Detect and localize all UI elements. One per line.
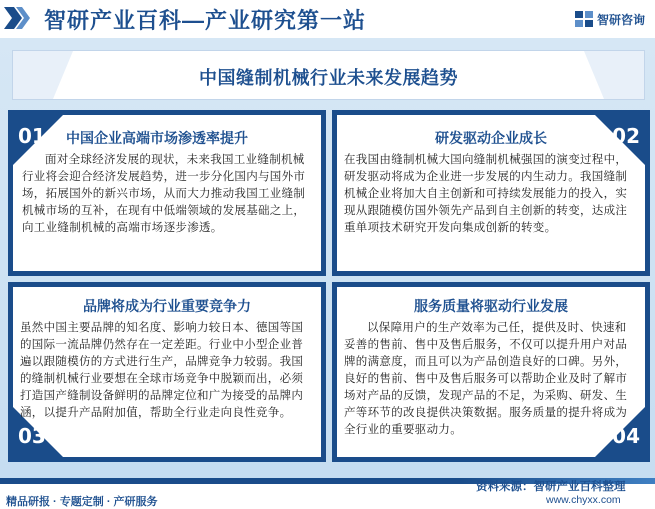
page-title: 中国缝制机械行业未来发展趋势 <box>199 68 458 88</box>
card-number: 02 <box>612 124 640 148</box>
card-number: 01 <box>18 124 46 148</box>
title-banner <box>12 50 645 100</box>
card-title: 研发驱动企业成长 <box>435 130 547 146</box>
header-bar <box>0 0 655 36</box>
card-body: 虽然中国主要品牌的知名度、影响力较日本、德国等国的国际一流品牌仍然存在一定差距。行业中小型企业普遍以跟随模仿的方式进行生产，品牌竞争力较弱。我国的缝制机械行业要想在全球市场竞争中脱颖而出，必须打造国产缝制设备鲜明的品牌定位和广为接受的品牌内涵，以提升产品附加值，帮助全行业走向良性竞争。 <box>20 322 304 419</box>
stripe-deco-icon <box>4 7 32 29</box>
trend-card-03 <box>8 282 326 462</box>
brand[interactable] <box>575 10 645 28</box>
trend-card-02 <box>332 110 650 276</box>
card-body: 以保障用户的生产效率为己任，提供及时、快速和妥善的售前、售中及售后服务，不仅可以提升用户对品牌的满意度，而且可以为产品创造良好的口碑。另外，良好的售前、售中及售后服务可以帮助企业及时了解市场对产品的反馈，发现产品的不足，为采购、研发、生产等环节的改良提供决策数据。服务质量的提升将成为全行业的重要驱动力。 <box>344 322 628 436</box>
source-note: 资料来源：智研产业百科整理 <box>476 481 626 493</box>
brand-name: 智研咨询 <box>596 12 645 27</box>
card-number: 04 <box>612 424 640 448</box>
site-title: 智研产业百科—产业研究第一站 <box>44 8 367 33</box>
zhiyan-logo-icon <box>575 11 593 27</box>
trend-card-04 <box>332 282 650 462</box>
card-title: 品牌将成为行业重要竞争力 <box>83 298 251 314</box>
site-url-link[interactable]: www.chyxx.com <box>546 494 621 506</box>
footer-tagline: 精品研报 · 专题定制 · 产研服务 <box>6 496 158 508</box>
card-body: 在我国由缝制机械大国向缝制机械强国的演变过程中，研发驱动将成为企业进一步发展的内生动力。我国缝制机械企业将加大自主创新和可持续发展能力的投入，实现从跟随模仿国外领先产品到自主创新的转变，达成注重单项技术研究开发向集成创新的转变。 <box>344 154 628 234</box>
card-number: 03 <box>18 424 46 448</box>
card-title: 服务质量将驱动行业发展 <box>414 298 568 314</box>
trend-card-01 <box>8 110 326 276</box>
card-title: 中国企业高端市场渗透率提升 <box>66 130 248 146</box>
card-body: 面对全球经济发展的现状，未来我国工业缝制机械行业将会迎合经济发展趋势，进一步分化国内与国外市场，拓展国外的新兴市场，从而大力推动我国工业缝制机械市场的互补，在现有中低端领域的发展基础之上，向工业缝制机械的高端市场逐步渗透。 <box>22 154 306 234</box>
